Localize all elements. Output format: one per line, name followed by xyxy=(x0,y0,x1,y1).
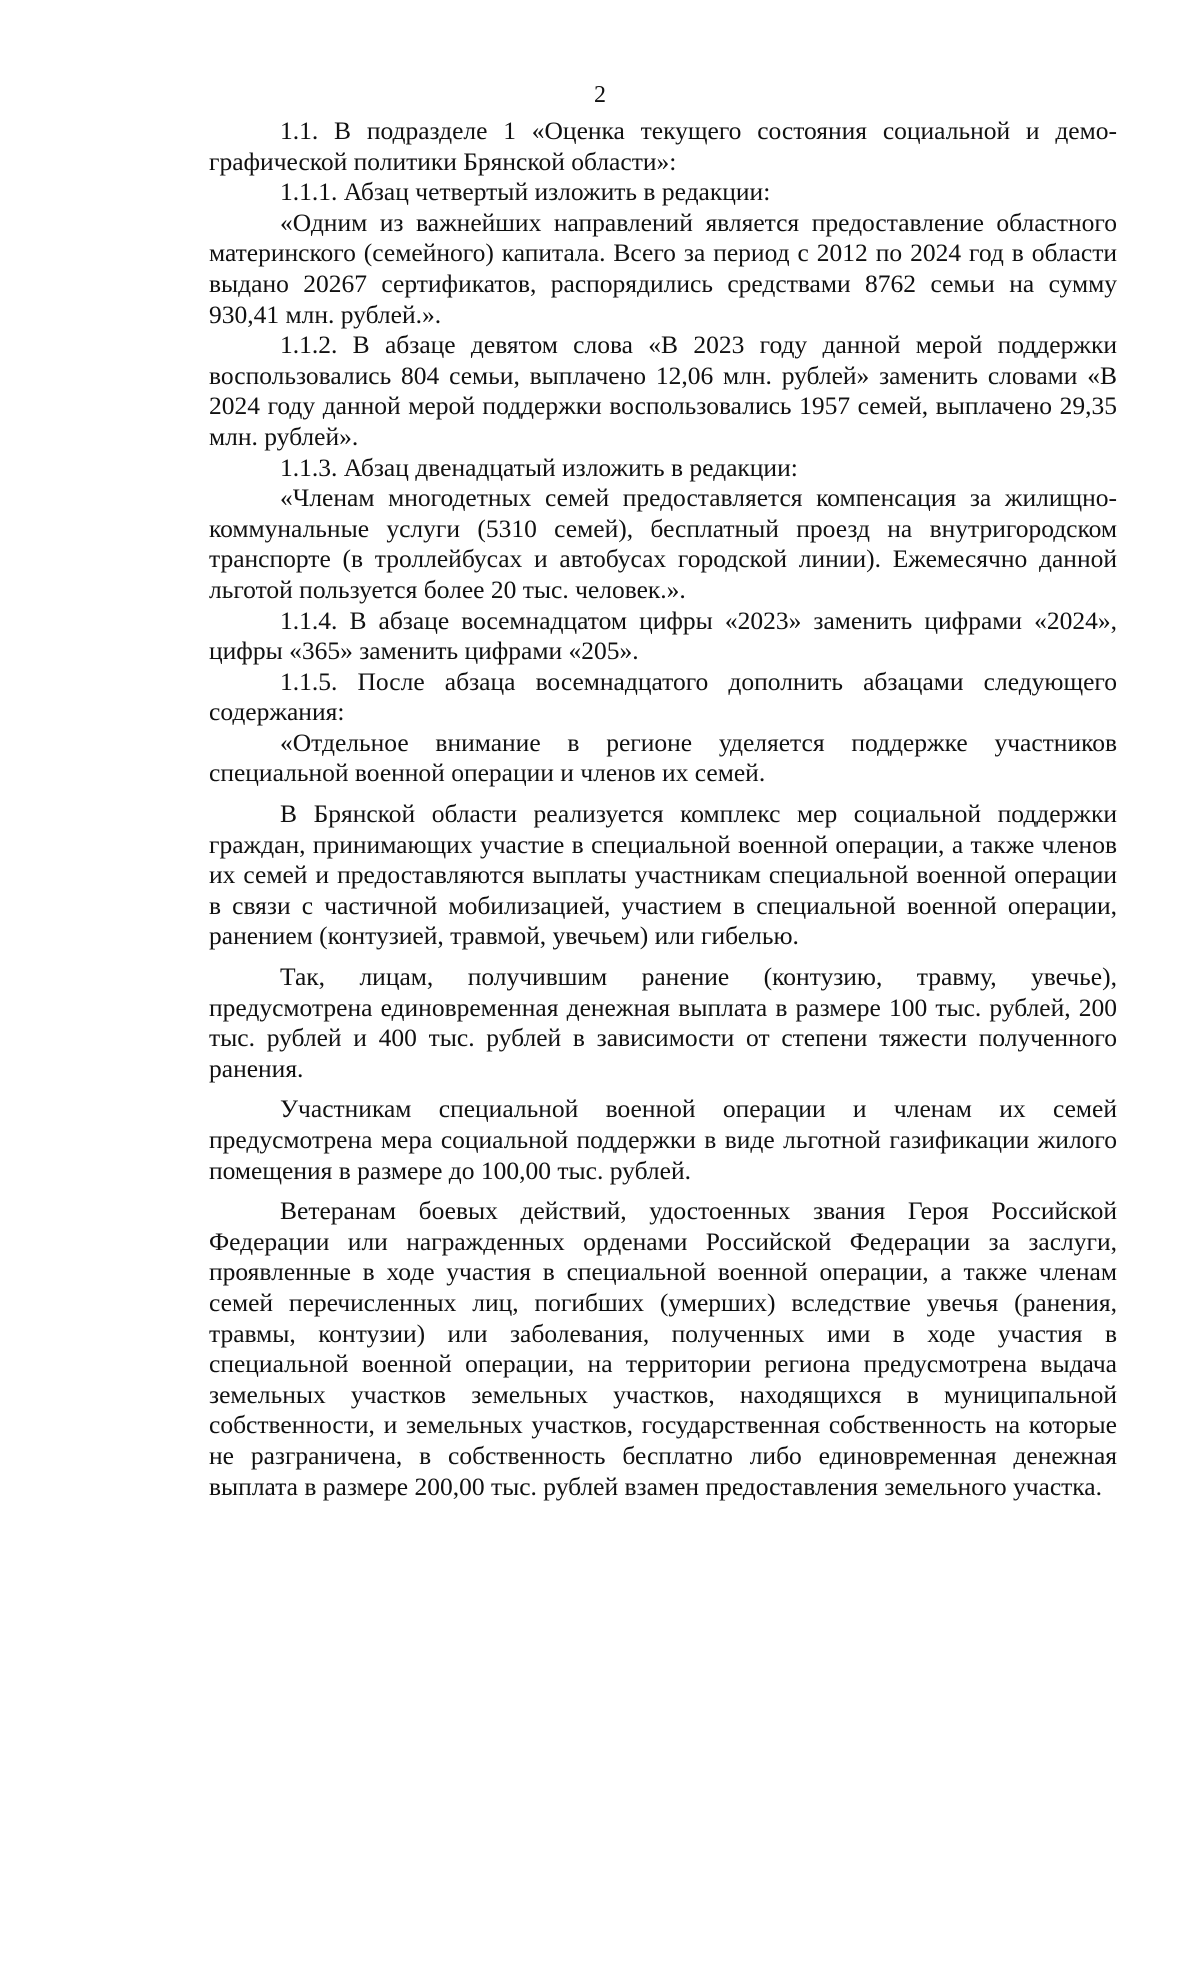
paragraph-1-1: 1.1. В подразделе 1 «Оценка текущего состояния социальной и демографической политики Брянской области»: xyxy=(209,116,1117,176)
paragraph-land-plots: Ветеранам боевых действий, удостоенных звания Героя Российской Федерации или награжденных орденами Российской Федерации за заслуги, проявленные в ходе участия в специальной военной операции, а также членам семей перечисленных лиц, погибших (умерших) вследствие увечья (ранения, травмы, контузии) или заболевания, полученных ими в ходе участия в специальной военной операции, на территории региона предусмотрена выдача земельных участков земельных участков, находящихся в муниципальной собственности, и земельных участков, государственная собственность на которые не разграничена, в собственность бесплатно либо единовременная денежная выплата в размере 200,00 тыс. рублей взамен предоставления земельного участка. xyxy=(209,1196,1117,1501)
paragraph-quote-large-families: «Членам многодетных семей предоставляется компенсация за жилищно-коммунальные услуги (5310 семей), бесплатный проезд на внутригородском транспорте (в троллейбусах и автобусах городской линии). Ежемесячно данной льготой пользуется более 20 тыс. человек.». xyxy=(209,483,1117,604)
paragraph-gasification: Участникам специальной военной операции и членам их семей предусмотрена мера социальной поддержки в виде льготной газификации жилого помещения в размере до 100,00 тыс. рублей. xyxy=(209,1094,1117,1185)
paragraph-injury-payments: Так, лицам, получившим ранение (контузию, травму, увечье), предусмотрена единовременная денежная выплата в размере 100 тыс. рублей, 200 тыс. рублей и 400 тыс. рублей в зависимости от степени тяжести полученного ранения. xyxy=(209,962,1117,1083)
paragraph-1-1-3: 1.1.3. Абзац двенадцатый изложить в редакции: xyxy=(280,452,798,482)
document-body xyxy=(209,116,1117,1502)
paragraph-quote-svo-attention: «Отдельное внимание в регионе уделяется поддержке участников специальной военной операции и членов их семей. xyxy=(209,727,1117,788)
paragraph-1-1-4: 1.1.4. В абзаце восемнадцатом цифры «2023» заменить цифрами «2024», цифры «365» заменить цифрами «205». xyxy=(209,605,1117,666)
page-number: 2 xyxy=(594,82,606,108)
paragraph-1-1-5: 1.1.5. После абзаца восемнадцатого дополнить абзацами следующего содержания: xyxy=(209,666,1117,727)
paragraph-svo-support-measures: В Брянской области реализуется комплекс мер социальной поддержки граждан, принимающих участие в специальной военной операции, а также членов их семей и предоставляются выплаты участникам специальной военной операции в связи с частичной мобилизацией, участием в специальной военной операции, ранением (контузией, травмой, увечьем) или гибелью. xyxy=(209,799,1117,951)
paragraph-1-1-2: 1.1.2. В абзаце девятом слова «В 2023 году данной мерой поддержки воспользовались 804 семьи, выплачено 12,06 млн. рублей» заменить словами «В 2024 году данной мерой поддержки воспользовались 1957 семей, выплачено 29,35 млн. рублей». xyxy=(209,330,1117,451)
paragraph-1-1-1: 1.1.1. Абзац четвертый изложить в редакции: xyxy=(280,177,771,207)
paragraph-quote-maternity-capital: «Одним из важнейших направлений является предоставление областного материнского (семейного) капитала. Всего за период с 2012 по 2024 год в области выдано 20267 сертификатов, распорядились средствами 8762 семьи на сумму 930,41 млн. рублей.». xyxy=(209,207,1117,329)
